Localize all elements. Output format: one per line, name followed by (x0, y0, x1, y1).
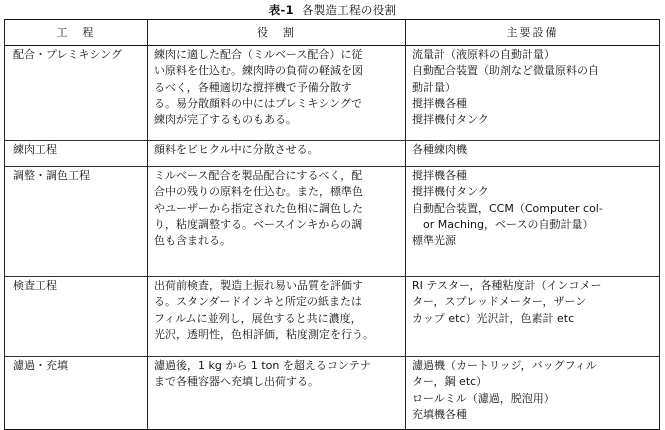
header-equipment: 主要設備 (406, 20, 660, 46)
table-row (5, 277, 660, 357)
equipment-line: 自動配合装置，CCM（Computer col- (412, 201, 603, 215)
equipment-line: 各種練肉機 (412, 143, 467, 156)
role-line: るべく，各種適切な撹拌機で予備分散す (154, 80, 352, 94)
equipment-line: 濾過機（カートリッジ，バッグフィル (412, 359, 597, 372)
header-row (5, 20, 660, 46)
equipment-line: 標準光源 (412, 234, 456, 248)
role-line: 色も含まれる。 (154, 234, 231, 248)
role-cell (148, 357, 406, 430)
process-name-cell: 濾過・充填 (5, 357, 148, 430)
role-line: る。スタンダードインキと所定の紙または (154, 295, 363, 309)
role-line: り，粘度調整する。ベースインキからの調 (154, 217, 363, 231)
table-row (5, 357, 660, 430)
equipment-cell (406, 357, 660, 430)
role-cell (148, 277, 406, 357)
role-line: 顔料をビヒクル中に分散させる。 (154, 143, 319, 156)
role-cell (148, 167, 406, 277)
role-line: ミルベース配合を製品配合にするべく，配 (154, 169, 363, 182)
equipment-line: or Maching，ベースの自動計量） (412, 217, 594, 231)
equipment-line: 流量計（液原料の自動計量） (412, 48, 555, 61)
role-line: フィルムに並列し，展色すると共に濃度， (154, 311, 362, 325)
role-line: い原料を仕込む。練肉時の負荷の軽減を図 (154, 64, 363, 78)
role-line: 練肉に適した配合（ミルベース配合）に従 (154, 48, 363, 61)
process-name-cell: 調整・調色工程 (5, 167, 148, 277)
role-cell (148, 46, 406, 141)
equipment-line: RI テスター，各種粘度計（インコメー (412, 279, 602, 292)
equipment-line: ロールミル（濾過，脱泡用） (412, 391, 555, 405)
table-row (5, 46, 660, 141)
equipment-line: 撹拌機付タンク (412, 113, 489, 127)
equipment-line: ター，スプレッドメーター，ザーン (412, 295, 587, 309)
table-title: 各製造工程の役割 (301, 3, 397, 17)
role-line: 出荷前検査，製造上振れ易い品質を評価す (154, 279, 363, 292)
equipment-line: 撹拌機各種 (412, 96, 467, 110)
table-body (5, 46, 660, 430)
equipment-cell (406, 277, 660, 357)
process-name-cell: 配合・プレミキシング (5, 46, 148, 141)
role-cell (148, 141, 406, 167)
process-name-cell: 検査工程 (5, 277, 148, 357)
role-line: まで各種容器へ充填し出荷する。 (154, 375, 319, 389)
equipment-line: 動計量） (412, 80, 456, 94)
equipment-line: ター，鋼 etc） (412, 375, 488, 389)
equipment-cell (406, 141, 660, 167)
table-number: 表-1 (268, 3, 294, 17)
equipment-line: 充填機各種 (412, 407, 467, 421)
equipment-line: 撹拌機付タンク (412, 185, 489, 199)
equipment-line: 撹拌機各種 (412, 169, 467, 182)
process-name-cell: 練肉工程 (5, 141, 148, 167)
equipment-cell (406, 46, 660, 141)
role-line: る。易分散顔料の中にはプレミキシングで (154, 96, 362, 110)
role-line: 練肉が完了するものもある。 (154, 113, 297, 127)
equipment-cell (406, 167, 660, 277)
table-row (5, 141, 660, 167)
role-line: 光沢，透明性，色相評価，粘度測定を行う。 (154, 327, 374, 341)
equipment-line: カップ etc）光沢計，色素計 etc (412, 311, 575, 325)
header-process: 工 程 (5, 20, 148, 46)
table-row (5, 167, 660, 277)
role-line: やユーザーから指定された色相に調色した (154, 201, 363, 215)
table-header (5, 20, 660, 46)
table-caption (0, 3, 665, 17)
header-role: 役 割 (148, 20, 406, 46)
process-table (4, 19, 660, 430)
role-line: 合中の残りの原料を仕込む。また，標準色 (154, 185, 363, 199)
role-line: 濾過後，1 kg から 1 ton を超えるコンテナ (154, 359, 371, 372)
equipment-line: 自動配合装置（助剤など微量原料の自 (412, 64, 599, 78)
